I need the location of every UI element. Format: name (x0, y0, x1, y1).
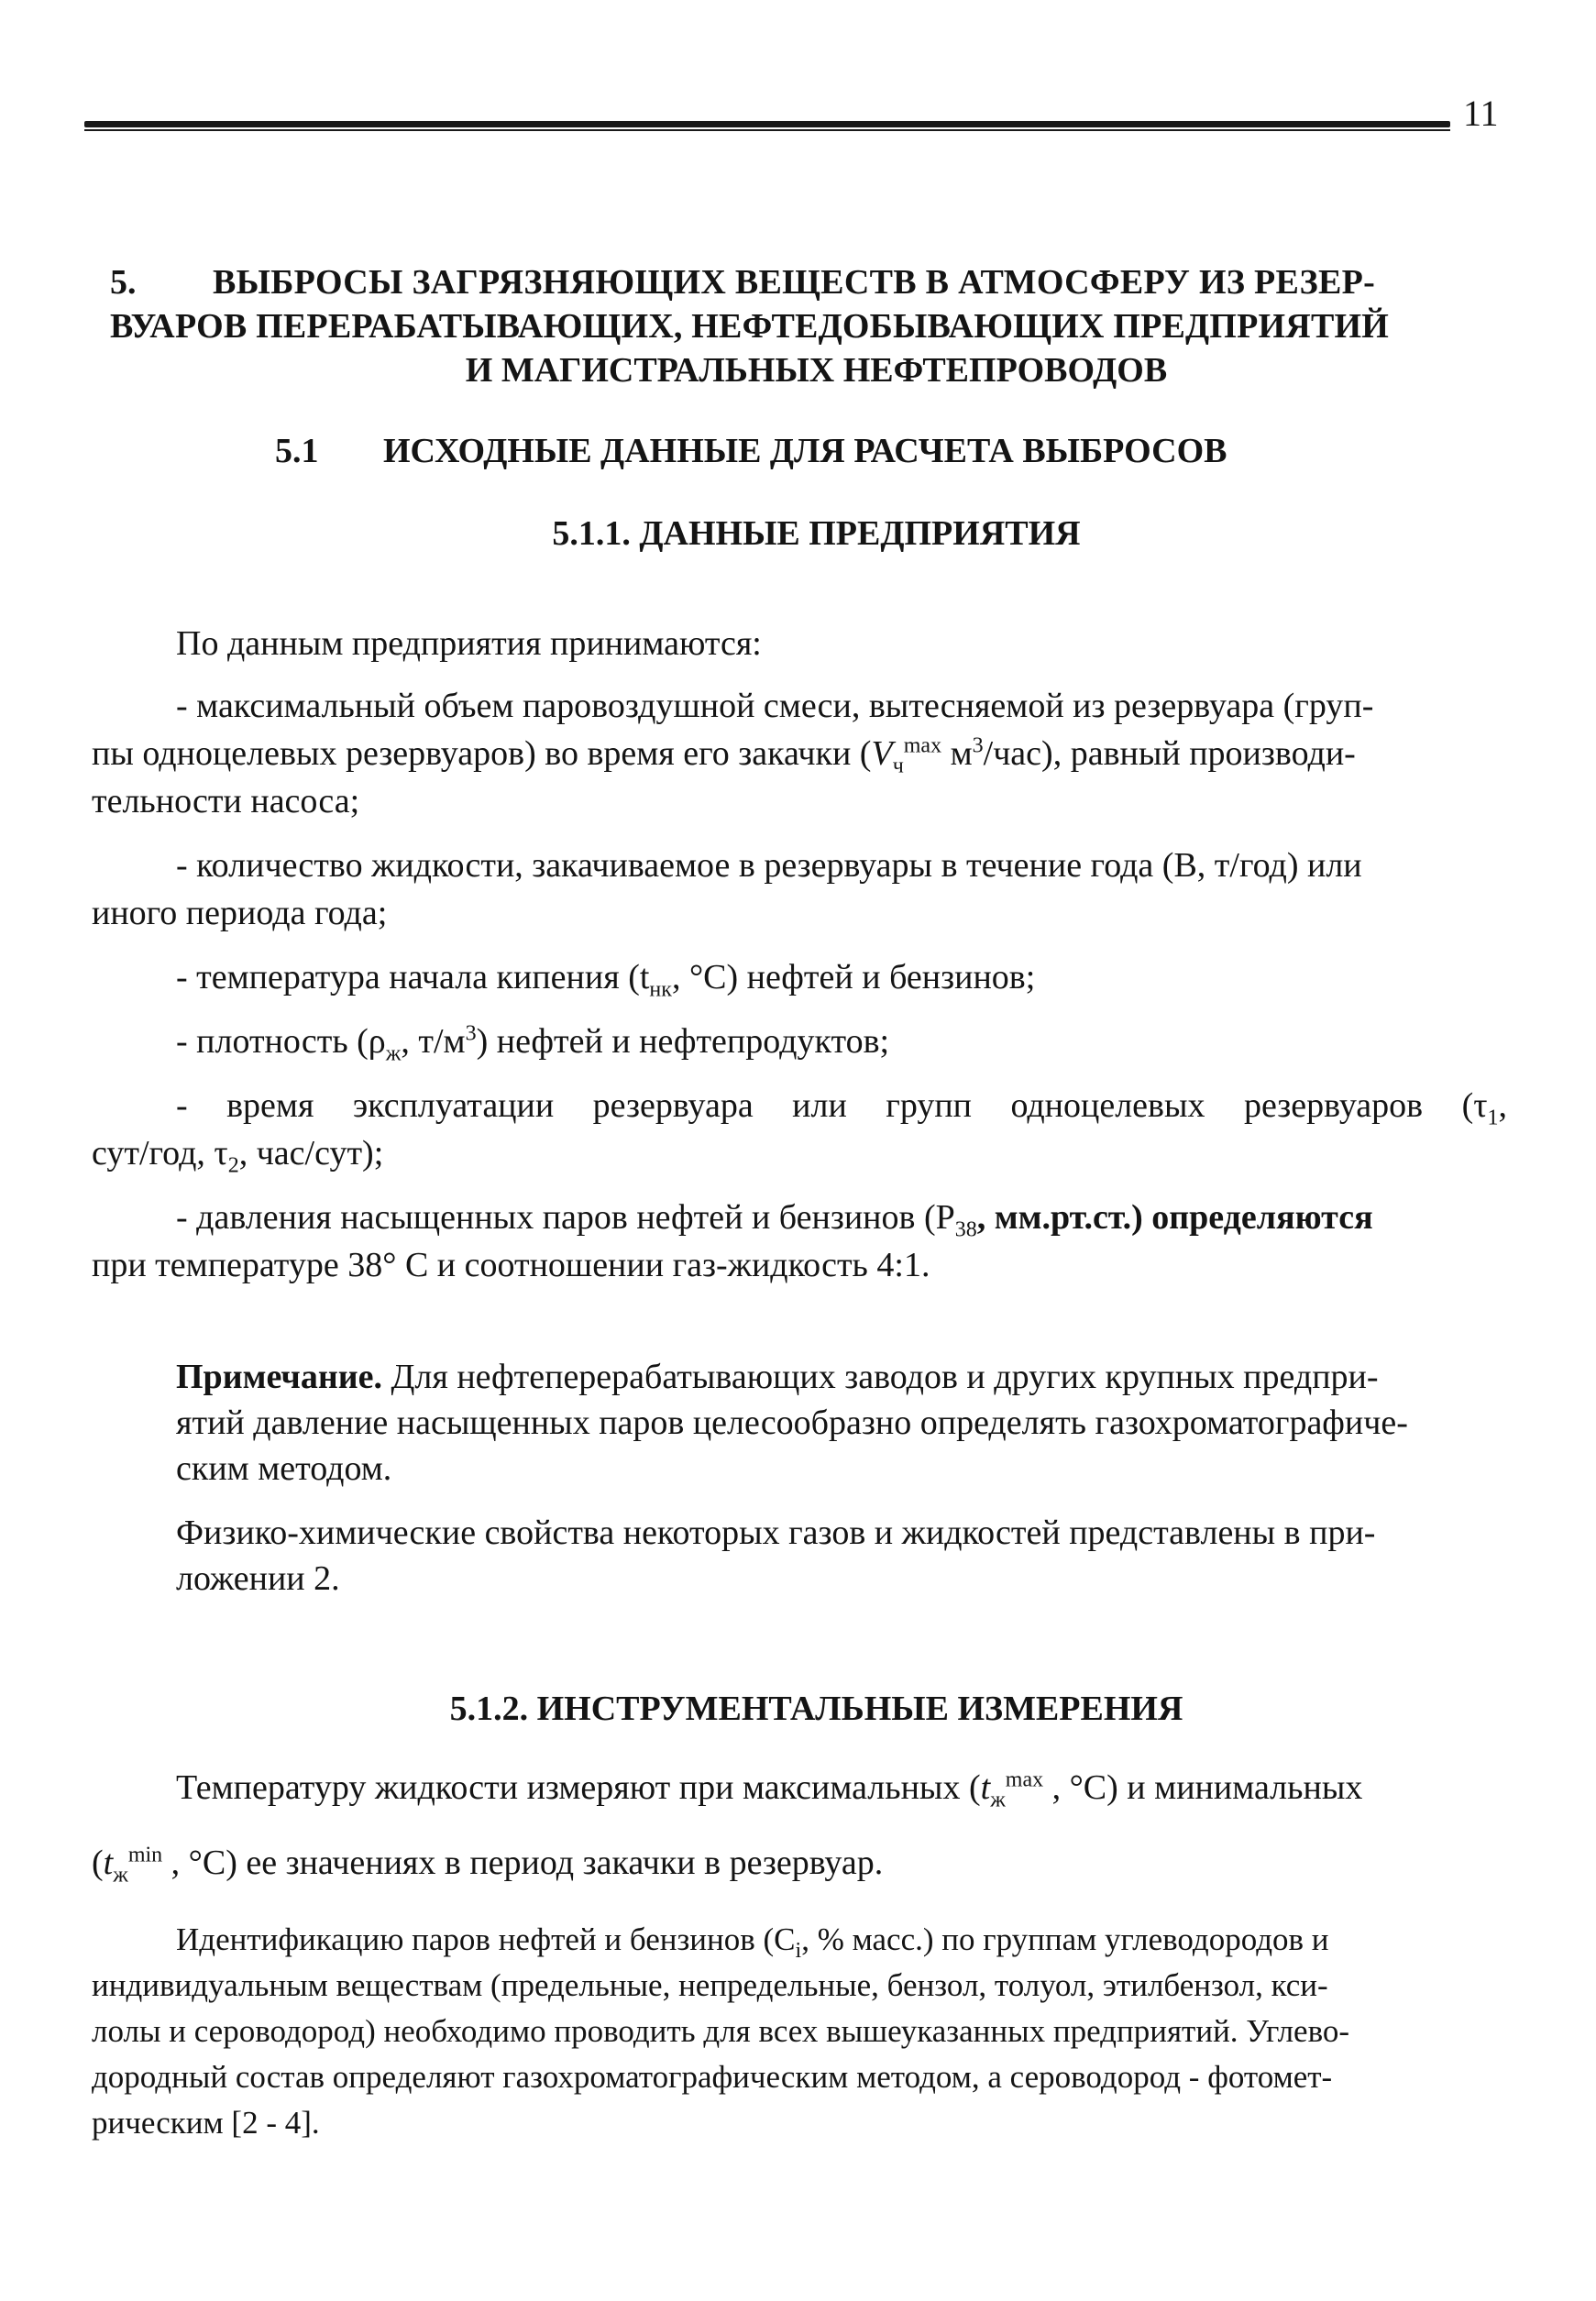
physchem-line1: Физико-химические свойства некоторых газов и жидкостей представлены в при- (176, 1514, 1376, 1552)
header-rule (84, 117, 1450, 134)
item1-line1: - максимальный объем паровоздушной смеси, вытесняемой из резервуара (груп- (176, 687, 1374, 725)
item1-symbol: V (871, 734, 893, 773)
item1-text-b: пы одноцелевых резервуаров) во время его закачки ( (92, 734, 872, 773)
section-title-line2: ВУАРОВ ПЕРЕРАБАТЫВАЮЩИХ, НЕФТЕДОБЫВАЮЩИХ ПРЕДПРИЯТИЙ (110, 307, 1390, 346)
item1-symbol-sup: max (903, 733, 942, 758)
item1-line3: тельности насоса; (92, 782, 360, 820)
measure-text-b: , °С) и минимальных (1043, 1768, 1363, 1807)
item1-line2 (92, 733, 1356, 778)
measure-text-c: ( (92, 1844, 104, 1882)
ident-text-a: Идентификацию паров нефтей и бензинов (С (176, 1921, 796, 1957)
item3-line (176, 957, 1036, 1002)
ident-text-b: , % масс.) по группам углеводородов и (801, 1921, 1329, 1957)
item5-text-b: , (1498, 1086, 1507, 1125)
item1-text-d: /час), равный производи- (983, 734, 1356, 773)
item5-sub2: 2 (227, 1153, 239, 1178)
item4-sub: ж (385, 1041, 402, 1066)
subsubsection-title-2: 5.1.2. ИНСТРУМЕНТАЛЬНЫЕ ИЗМЕРЕНИЯ (449, 1690, 1183, 1728)
item6-line1 (176, 1197, 1373, 1242)
item3-text-a: - температура начала кипения (t (176, 958, 650, 996)
note-label: Примечание. (176, 1358, 382, 1396)
item4-text-a: - плотность (ρ (176, 1022, 386, 1061)
ident-line5: рическим [2 - 4]. (92, 2105, 320, 2141)
item1-symbol-sub: ч (892, 754, 904, 778)
item5-text-d: , час/сут); (238, 1134, 384, 1173)
item1-unit-sup: 3 (972, 733, 984, 758)
ident-line4: дородный состав определяют газохроматографическим методом, а сероводород - фотомет- (92, 2059, 1333, 2095)
t-max-sup: max (1005, 1767, 1044, 1792)
t-max-sub: ж (990, 1788, 1006, 1812)
physchem-line2: ложении 2. (176, 1559, 340, 1598)
measure-text-d: , °С) ее значениях в период закачки в резервуар. (162, 1844, 884, 1882)
intro-text: По данным предприятия принимаются: (176, 624, 762, 663)
subsection-title: ИСХОДНЫЕ ДАННЫЕ ДЛЯ РАСЧЕТА ВЫБРОСОВ (383, 432, 1227, 470)
t-max-symbol: t (980, 1768, 991, 1807)
item6-line2: при температуре 38° С и соотношении газ-жидкость 4:1. (92, 1246, 930, 1284)
item4-sup: 3 (465, 1021, 477, 1046)
measure-line1 (176, 1767, 1363, 1812)
ident-line2: индивидуальным веществам (предельные, непредельные, бензол, толуол, этилбензол, кси- (92, 1967, 1328, 2003)
section-number: 5. (110, 263, 137, 302)
header-rule-thick (84, 121, 1450, 127)
measure-text-a: Температуру жидкости измеряют при максимальных ( (176, 1768, 981, 1807)
header-rule-thin (84, 129, 1450, 131)
item4-text-c: ) нефтей и нефтепродуктов; (476, 1022, 890, 1061)
item2-line1: - количество жидкости, закачиваемое в резервуары в течение года (В, т/год) или (176, 846, 1362, 885)
t-min-sub: ж (113, 1863, 128, 1888)
measure-line2 (92, 1843, 884, 1888)
ident-line3: лолы и сероводород) необходимо проводить для всех вышеуказанных предприятий. Углево- (92, 2013, 1350, 2049)
note-line2: ятий давление насыщенных паров целесообразно определять газохроматографиче- (176, 1404, 1408, 1442)
t-min-sup: min (127, 1843, 163, 1867)
item5-text-c: сут/год, τ (92, 1134, 228, 1173)
item3-sub: нк (649, 977, 672, 1002)
item6-text-b: , мм.рт.ст.) определяются (976, 1198, 1373, 1237)
item4-line (176, 1021, 890, 1066)
section-title-line3: И МАГИСТРАЛЬНЫХ НЕФТЕПРОВОДОВ (465, 351, 1168, 390)
t-min-symbol: t (103, 1844, 114, 1882)
item5-sub1: 1 (1487, 1106, 1499, 1130)
item5-line2 (92, 1133, 384, 1178)
item4-text-b: , т/м (401, 1022, 466, 1061)
item6-sub: 38 (954, 1217, 977, 1242)
section-title-line1: ВЫБРОСЫ ЗАГРЯЗНЯЮЩИХ ВЕЩЕСТВ В АТМОСФЕРУ ИЗ РЕЗЕР- (213, 263, 1376, 302)
page-number: 11 (1463, 93, 1499, 134)
item6-text-a: - давления насыщенных паров нефтей и бензинов (Р (176, 1198, 955, 1237)
item2-line2: иного периода года; (92, 894, 388, 932)
note-text-1: Для нефтеперерабатывающих заводов и других крупных предпри- (381, 1358, 1379, 1396)
item1-text-c: м (941, 734, 973, 773)
ident-line1 (176, 1921, 1329, 1963)
item3-text-b: , °С) нефтей и бензинов; (671, 958, 1036, 996)
ident-sub: i (795, 1939, 802, 1963)
note-line3: ским методом. (176, 1449, 392, 1488)
item5-text-a: - время эксплуатации резервуара или групп одноцелевых резервуаров (τ (176, 1086, 1488, 1125)
note-line1 (176, 1357, 1379, 1397)
item5-line1 (176, 1085, 1507, 1130)
subsection-number: 5.1 (275, 432, 319, 470)
subsubsection-title-1: 5.1.1. ДАННЫЕ ПРЕДПРИЯТИЯ (552, 514, 1081, 553)
